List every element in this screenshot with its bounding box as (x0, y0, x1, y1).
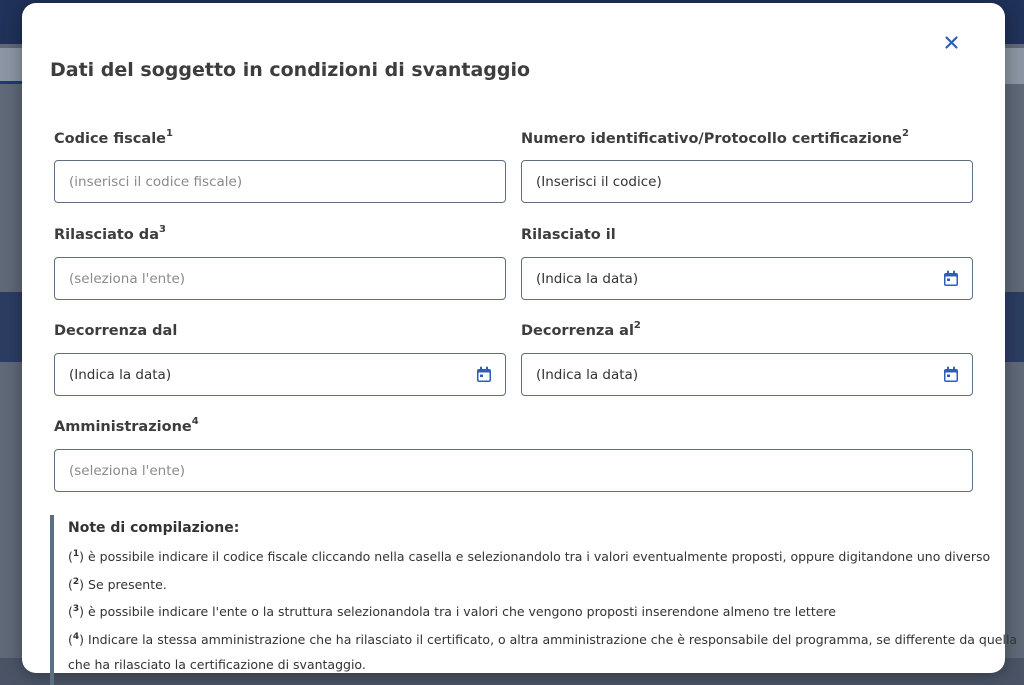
calendar-icon[interactable] (476, 366, 492, 383)
note-item: ($^4$) Indicare la stessa amministrazione che ha rilasciato il certificato, o altra amministrazione che è responsabile del programma, se differente da quella (68, 631, 1018, 648)
decorrenza-al-field[interactable] (521, 353, 973, 396)
codice-fiscale-input[interactable] (69, 174, 505, 190)
decorrenza-al-label: Decorrenza $al^2$ (521, 320, 641, 339)
rilasciato-il-field[interactable] (521, 257, 973, 300)
numero-identificativo-input[interactable] (536, 174, 972, 190)
note-item: ($^3$) è possibile indicare l'ente o la struttura selezionandola tra i valori che vengono proposti inserendone almeno tre lettere (68, 604, 836, 620)
notes-section (50, 515, 1018, 685)
modal-title: Dati del soggetto in condizioni di svantaggio (50, 59, 531, 81)
note-item: ($^1$) è possibile indicare il codice fiscale cliccando nella casella e selezionandolo tra i valori eventualmente proposti, oppure digitandone uno diverso (68, 549, 991, 565)
decorrenza-dal-label: Decorrenza dal (54, 323, 178, 339)
note-item: ($^2$) Se presente. (68, 576, 167, 592)
codice-fiscale-field[interactable] (54, 160, 506, 203)
decorrenza-dal-field[interactable] (54, 353, 506, 396)
calendar-icon[interactable] (943, 366, 959, 383)
amministrazione-field[interactable] (54, 449, 973, 492)
calendar-icon[interactable] (943, 270, 959, 287)
rilasciato-il-label: Rilasciato il (521, 227, 616, 243)
numero-identificativo-field[interactable] (521, 160, 973, 203)
background-tab-right (1004, 48, 1024, 84)
codice-fiscale-label: Codice fiscale$^1$ (54, 128, 173, 147)
notes-title: Note di compilazione: (68, 520, 240, 536)
amministrazione-input[interactable] (69, 463, 972, 479)
rilasciato-da-field[interactable] (54, 257, 506, 300)
amministrazione-label: Amministrazione$^4$ (54, 416, 199, 435)
rilasciato-da-label: Rilasciato $da^3$ (54, 224, 166, 243)
note-item-continuation: che ha rilasciato la certificazione di svantaggio. (68, 656, 366, 672)
numero-identificativo-label: Numero identificativo/Protocollo certificazione$^2$ (521, 128, 909, 147)
decorrenza-dal-input[interactable] (69, 367, 505, 383)
rilasciato-da-input[interactable] (69, 271, 505, 287)
background-tab (0, 48, 22, 84)
close-icon (945, 36, 958, 49)
rilasciato-il-input[interactable] (536, 271, 972, 287)
modal-dialog (22, 3, 1018, 673)
close-button[interactable] (940, 31, 962, 53)
decorrenza-al-input[interactable] (536, 367, 972, 383)
